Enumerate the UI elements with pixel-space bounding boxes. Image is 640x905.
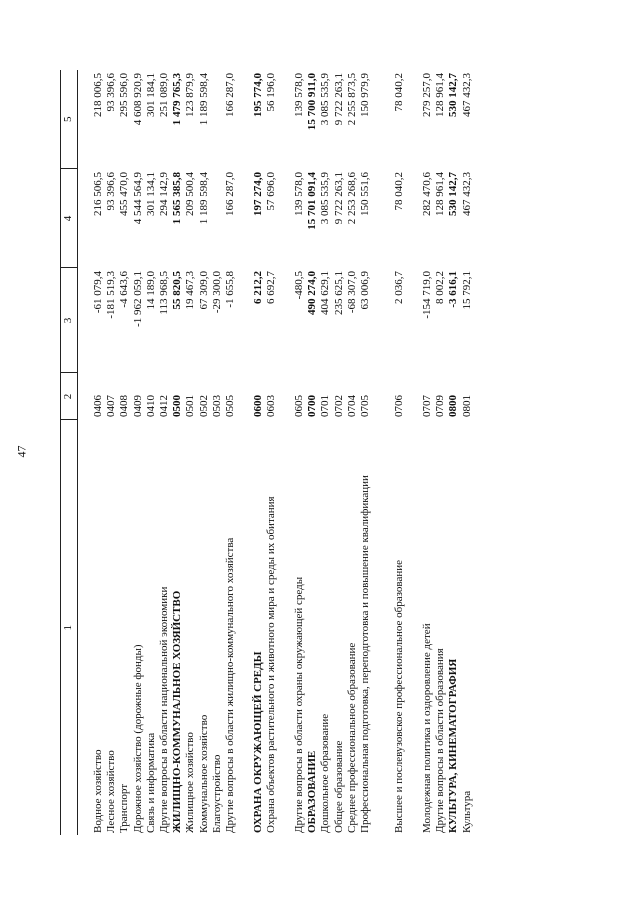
table-row	[105, 70, 118, 835]
row-code-cell: 0705	[359, 395, 371, 417]
row-code-cell: 0701	[319, 395, 332, 417]
row-col3-cell: -480,5	[293, 271, 306, 300]
row-col3-cell: 6 212,2	[251, 271, 264, 304]
column-header: 2	[61, 373, 78, 420]
table-row	[265, 70, 293, 835]
row-col3-cell: 235 625,1	[332, 271, 345, 315]
row-col5-cell: 2 255 873,5	[345, 73, 358, 126]
row-col4-cell: 4 544 564,9	[131, 172, 144, 225]
row-col4-cell: 15 701 091,4	[306, 172, 319, 230]
table-row	[447, 70, 460, 835]
row-col4-cell: 128 961,4	[434, 172, 447, 216]
row-name-cell: Дорожное хозяйство (дорожные фонды)	[131, 644, 144, 833]
row-col5-cell: 530 142,7	[447, 73, 460, 117]
row-col5-cell: 78 040,2	[393, 73, 405, 112]
row-name-cell: Лесное хозяйство	[105, 750, 118, 833]
row-col5-cell: 195 774,0	[251, 73, 264, 117]
row-name-cell: Транспорт	[118, 783, 131, 833]
row-name-cell: Жилищное хозяйство	[184, 732, 197, 833]
row-col4-cell: 93 396,6	[105, 172, 118, 211]
column-header: 1	[61, 420, 78, 835]
table-header-row	[61, 70, 78, 835]
row-col4-cell: 2 253 268,6	[345, 172, 358, 225]
row-col3-cell: 14 189,0	[144, 271, 157, 310]
table-row	[145, 70, 158, 835]
table-row	[333, 70, 346, 835]
row-col3-cell: -1 655,8	[223, 271, 236, 308]
table-row	[118, 70, 131, 835]
budget-table	[60, 70, 474, 835]
row-col4-cell	[211, 169, 224, 268]
row-col4-cell: 57 696,0	[265, 172, 278, 211]
row-col3-cell: -61 079,4	[92, 271, 104, 314]
table-row	[319, 70, 332, 835]
row-col5-cell: 1 479 765,3	[171, 73, 184, 126]
row-col3-cell: -1 962 059,1	[131, 271, 144, 327]
row-name-cell: Охрана объектов растительного и животного мира и среды их обитания	[265, 496, 278, 833]
table-row	[78, 70, 106, 835]
column-header: 4	[61, 169, 78, 268]
table-row	[171, 70, 184, 835]
row-name-cell: ОБРАЗОВАНИЕ	[306, 750, 319, 833]
row-name-cell: Культура	[460, 790, 473, 833]
table-row	[132, 70, 145, 835]
table-row	[198, 70, 211, 835]
row-col4-cell: 1 189 598,4	[197, 172, 210, 225]
row-col4-cell: 530 142,7	[447, 172, 460, 216]
row-code-cell: 0500	[171, 395, 184, 417]
row-col3-cell: -154 719,0	[421, 271, 433, 319]
row-col3-cell: 55 820,5	[171, 271, 184, 310]
table-row	[293, 70, 306, 835]
table-row	[359, 70, 387, 835]
row-code-cell: 0412	[157, 395, 170, 417]
row-code-cell: 0409	[131, 395, 144, 417]
row-col4-cell: 282 470,6	[421, 172, 433, 216]
row-col4-cell: 301 134,1	[144, 172, 157, 216]
row-col3-cell: 67 309,0	[197, 271, 210, 310]
row-name-cell: Среднее профессиональное образование	[345, 642, 358, 833]
row-name-cell: Молодежная политика и оздоровление детей	[421, 623, 433, 833]
column-header: 5	[61, 70, 78, 169]
row-name-cell: Коммунальное хозяйство	[197, 714, 210, 833]
row-code-cell: 0704	[345, 395, 358, 417]
row-col4-cell: 139 578,0	[293, 172, 306, 216]
column-header: 3	[61, 268, 78, 373]
table-row	[421, 70, 434, 835]
row-name-cell: Дошкольное образование	[319, 713, 332, 833]
row-name-cell: Высшее и послевузовское профессиональное образование	[393, 559, 405, 833]
table-row	[461, 70, 474, 835]
row-name-cell: Другие вопросы в области жилищно-коммунального хозяйства	[223, 537, 236, 833]
row-name-cell: ОХРАНА ОКРУЖАЮЩЕЙ СРЕДЫ	[251, 651, 264, 833]
row-col5-cell: 1 189 598,4	[197, 73, 210, 126]
table-body	[78, 70, 474, 835]
table-row	[387, 70, 421, 835]
table-row	[184, 70, 197, 835]
row-code-cell: 0410	[144, 395, 157, 417]
row-code-cell: 0505	[223, 395, 236, 417]
row-col4-cell: 3 085 535,9	[319, 172, 332, 225]
table-row	[346, 70, 359, 835]
table-row	[224, 70, 252, 835]
row-code-cell: 0503	[210, 395, 223, 417]
row-col5-cell: 15 700 911,0	[306, 73, 319, 131]
row-col5-cell: 128 961,4	[434, 73, 447, 117]
row-code-cell: 0702	[332, 395, 345, 417]
row-code-cell: 0502	[197, 395, 210, 417]
row-name-cell: Водное хозяйство	[92, 749, 104, 833]
row-col5-cell: 9 722 263,1	[332, 73, 345, 126]
row-col5-cell: 139 578,0	[293, 73, 306, 117]
row-col3-cell: 19 467,3	[184, 271, 197, 310]
row-col4-cell: 294 142,9	[157, 172, 170, 216]
row-col4-cell: 78 040,2	[393, 172, 405, 211]
table-row	[211, 70, 224, 835]
row-col5-cell: 93 396,6	[105, 73, 118, 112]
row-col3-cell: -68 307,0	[345, 271, 358, 314]
row-col5-cell: 279 257,0	[421, 73, 433, 117]
row-code-cell: 0605	[293, 395, 306, 417]
page-number: 47	[14, 445, 29, 458]
row-col4-cell: 209 500,4	[184, 172, 197, 216]
row-col3-cell: -4 643,6	[118, 271, 131, 308]
row-col3-cell: 404 629,1	[319, 271, 332, 315]
row-col4-cell: 9 722 263,1	[332, 172, 345, 225]
row-name-cell: КУЛЬТУРА, КИНЕМАТОГРАФИЯ	[447, 658, 460, 833]
row-code-cell: 0706	[393, 395, 405, 417]
row-col3-cell: 8 002,2	[434, 271, 447, 304]
row-col3-cell: 63 006,9	[359, 271, 371, 310]
row-name-cell: Благоустройство	[210, 754, 223, 833]
row-code-cell: 0700	[306, 395, 319, 417]
row-col5-cell: 4 608 920,9	[131, 73, 144, 126]
row-code-cell: 0800	[447, 395, 460, 417]
row-col3-cell: 113 968,5	[157, 271, 170, 315]
row-col4-cell: 166 287,0	[223, 172, 236, 216]
row-col5-cell: 166 287,0	[223, 73, 236, 117]
row-code-cell: 0501	[184, 395, 197, 417]
row-code-cell: 0603	[265, 395, 278, 417]
row-col4-cell: 150 551,6	[359, 172, 371, 216]
row-col5-cell: 3 085 535,9	[319, 73, 332, 126]
row-col5-cell: 251 089,0	[157, 73, 170, 117]
row-col3-cell: -181 519,3	[105, 271, 118, 319]
table-row	[158, 70, 171, 835]
row-col5-cell: 218 006,5	[92, 73, 104, 117]
row-name-cell: ЖИЛИЩНО-КОММУНАЛЬНОЕ ХОЗЯЙСТВО	[171, 590, 184, 833]
row-name-cell: Другие вопросы в области охраны окружающей среды	[293, 576, 306, 833]
row-name-cell: Общее образование	[332, 740, 345, 833]
row-col5-cell: 56 196,0	[265, 73, 278, 112]
row-col5-cell	[211, 70, 224, 169]
row-col4-cell: 197 274,0	[251, 172, 264, 216]
row-col3-cell: 2 036,7	[393, 271, 405, 304]
row-col3-cell: 6 692,7	[265, 271, 278, 304]
row-col5-cell: 295 596,0	[118, 73, 131, 117]
row-col5-cell: 301 184,1	[144, 73, 157, 117]
row-code-cell: 0709	[434, 395, 447, 417]
row-col3-cell: -3 616,1	[447, 271, 460, 308]
row-code-cell: 0600	[251, 395, 264, 417]
row-col4-cell: 216 506,5	[92, 172, 104, 216]
row-code-cell: 0408	[118, 395, 131, 417]
row-col3-cell: 15 792,1	[460, 271, 473, 310]
row-col4-cell: 455 470,0	[118, 172, 131, 216]
table-row	[306, 70, 319, 835]
table-row	[252, 70, 265, 835]
row-code-cell: 0801	[460, 395, 473, 417]
row-name-cell: Связь и информатика	[144, 732, 157, 833]
row-col5-cell: 123 879,9	[184, 73, 197, 117]
row-name-cell: Другие вопросы в области образования	[434, 648, 447, 833]
row-col4-cell: 467 432,3	[460, 172, 473, 216]
row-col4-cell: 1 565 385,8	[171, 172, 184, 225]
row-code-cell: 0707	[421, 395, 433, 417]
table-row	[434, 70, 447, 835]
row-col3-cell: 490 274,0	[306, 271, 319, 315]
row-col3-cell: -29 300,0	[210, 271, 223, 314]
rotated-table-container	[60, 70, 582, 835]
row-col5-cell: 467 432,3	[460, 73, 473, 117]
row-name-cell: Другие вопросы в области национальной экономики	[157, 586, 170, 833]
row-col5-cell: 150 979,9	[359, 73, 371, 117]
row-code-cell: 0407	[105, 395, 118, 417]
row-code-cell: 0406	[92, 395, 104, 417]
row-name-cell: Профессиональная подготовка, переподготовка и повышение квалификации	[359, 475, 371, 833]
